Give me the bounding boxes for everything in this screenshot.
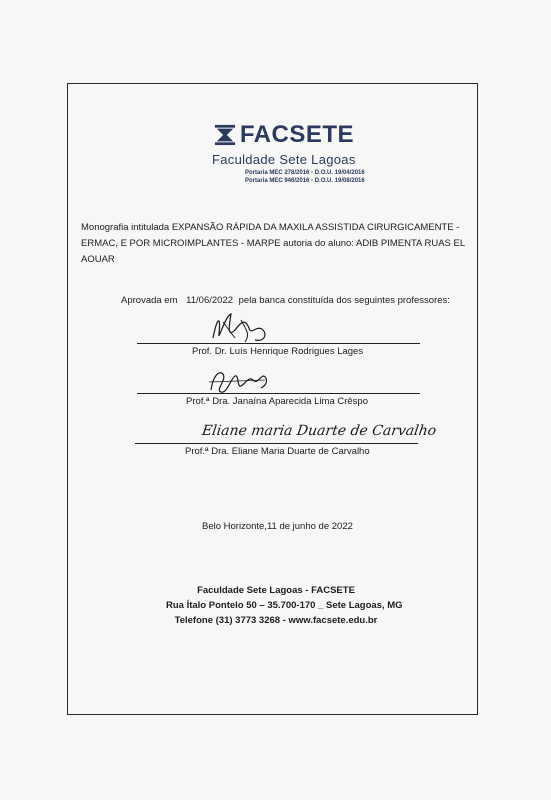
logo-name: FACSETE xyxy=(239,121,354,148)
portaria-line-2: Portaria MEC 946/2016 - D.O.U. 19/08/2016 xyxy=(245,178,365,184)
monografia-text: Monografia intitulada EXPANSÃO RÁPIDA DA MAXILA ASSISTIDA CIRURGICAMENTE - ERMAC, E POR MICROIMPLANTES - MARPE autoria do aluno: ADIB PIMENTA RUAS EL AOUAR xyxy=(81,222,465,265)
approval-label: Aprovada em xyxy=(121,295,178,306)
signature-line-2 xyxy=(137,393,420,394)
signature-2 xyxy=(205,364,275,400)
footer-address: Rua Ítalo Pontelo 50 – 35.700-170 _ Sete Lagoas, MG xyxy=(166,600,403,611)
approval-line xyxy=(121,295,450,306)
footer-contact: Telefone (31) 3773 3268 - www.facsete.edu.br xyxy=(174,615,378,626)
footer-institution: Faculdade Sete Lagoas - FACSETE xyxy=(197,585,355,596)
approval-date: 11/06/2022 xyxy=(186,295,233,306)
professor-3-name: Prof.ª Dra. Eliane Maria Duarte de Carvalho xyxy=(185,446,370,457)
footer xyxy=(166,583,403,628)
place-date: Belo Horizonte,11 de junho de 2022 xyxy=(202,521,353,532)
professor-1-name: Prof. Dr. Luís Henrique Rodrigues Lages xyxy=(192,346,364,357)
signature-line-1 xyxy=(137,343,420,344)
facsete-logo xyxy=(214,122,354,148)
logo-subtitle: Faculdade Sete Lagoas xyxy=(212,152,356,167)
portaria-line-1: Portaria MEC 278/2016 - D.O.U. 19/04/2016 xyxy=(245,170,365,176)
professor-2-name: Prof.ª Dra. Janaína Aparecida Lima Crêspo xyxy=(186,396,368,407)
signature-line-3 xyxy=(135,443,418,444)
facsete-mark-icon xyxy=(214,122,238,148)
signature-3: Eliane maria Duarte de Carvalho xyxy=(200,423,438,439)
approval-rest: pela banca constituída dos seguintes professores: xyxy=(238,295,450,306)
